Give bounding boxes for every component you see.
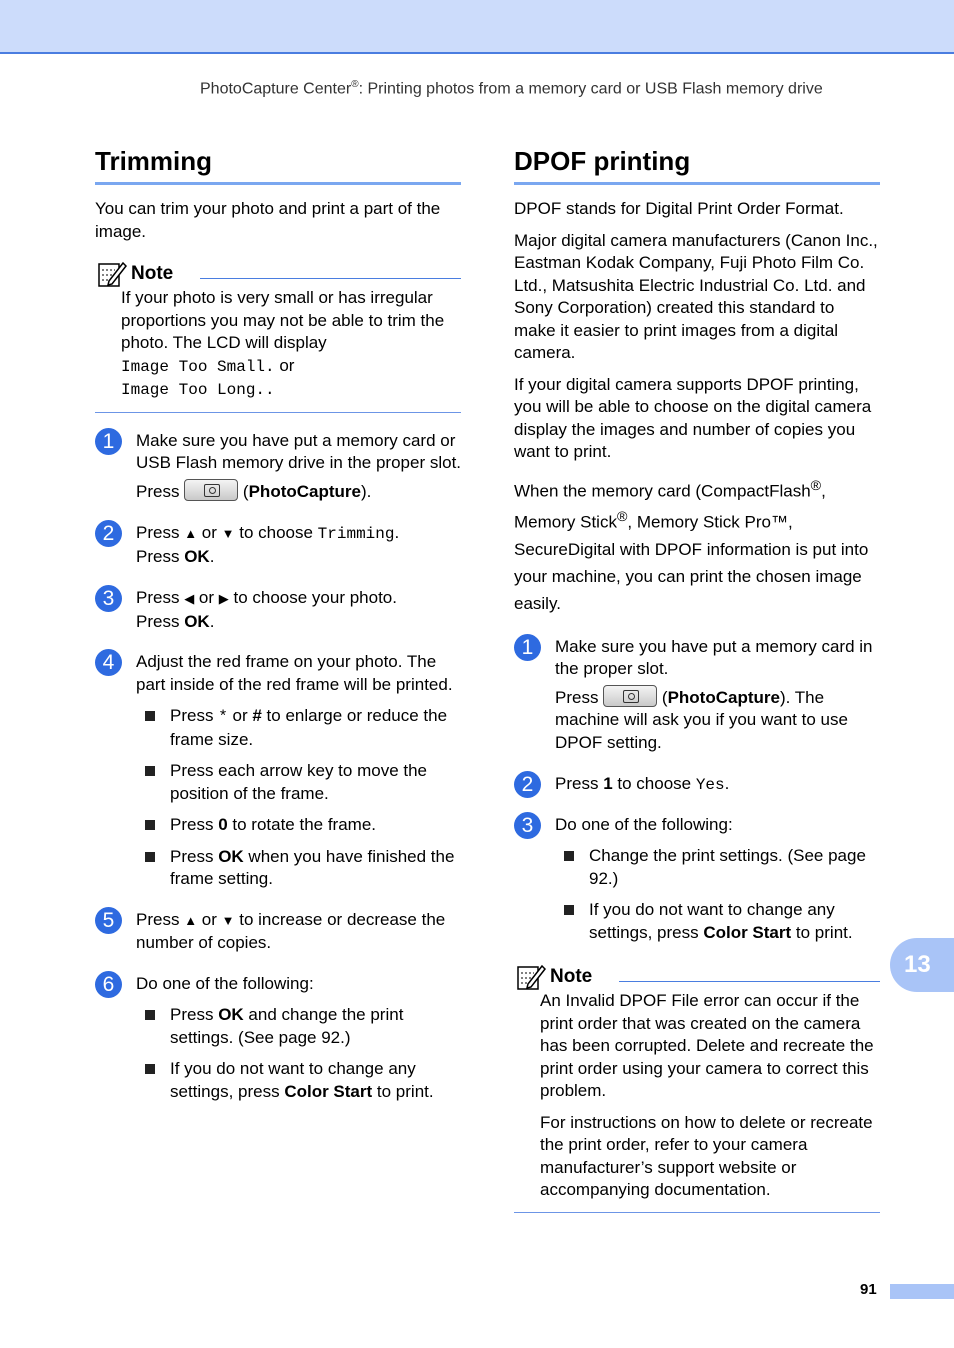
step-4: 4 Adjust the red frame on your photo. The part inside of the red frame will be printed. Press * or # to enlarge or reduce the frame size. Press each arrow key to move the position of the frame. Press 0 to rotate the frame. Press OK when you have finished the frame setting. — [95, 651, 461, 891]
step-3: 3 Press ◀ or ▶ to choose your photo. Press OK. — [95, 587, 461, 633]
step-2: 2 Press ▲ or ▼ to choose Trimming. Press OK. — [95, 522, 461, 568]
down-arrow-icon: ▼ — [221, 526, 235, 541]
trimming-intro: You can trim your photo and print a part of the image. — [95, 199, 441, 241]
note-body: An Invalid DPOF File error can occur if the print order that was created on the camera has been corrupted. Delete and recreate the print order using your camera to correct this problem. For instructions on how to delete or recreate the print order, refer to your camera manufacturer’s support website or accompanying documentation. — [540, 991, 874, 1200]
note-end-rule — [514, 1212, 880, 1213]
top-banner — [0, 0, 954, 54]
step-5: 5 Press ▲ or ▼ to increase or decrease the number of copies. — [95, 909, 461, 955]
dpof-section: DPOF printing DPOF stands for Digital Print Order Format. Major digital camera manufacturers (Canon Inc., Eastman Kodak Company, Fuji Photo Film Co. Ltd., Matsushita Electric Industrial Co. Ltd. and Sony Corporation) created this standard to make it easier to print images from a digital camera. If your digital camera supports DPOF printing, you will be able to choose on the digital camera display the images and number of copies you want to print. When the memory card (CompactFlash®, Memory Stick®, Memory Stick Pro™, SecureDigital with DPOF information is put into your machine, you can print the chosen image easily. 1 Make sure you have put a memory card in the proper slot. Press (PhotoCapture). The machine will ask you if you want to use DPOF setting. 2 Press 1 to choose Yes. 3 Do one of the following: Change the print settings. (See page 92.) If you do not want to change any settings, press Color Start to print. Note An Invalid DPOF File error can occur if the print order that was created on the camera has been corrupted. Delete and recreate the print order using your camera to correct this problem. For instructions on how to delete or recreate the print order, refer to your camera manufacturer’s support website or accompanying documentation. — [514, 146, 880, 1213]
dpof-step-3: 3 Do one of the following: Change the print settings. (See page 92.) If you do not want to change any settings, press Color Start to print. — [514, 814, 880, 945]
list-item: Press * or # to enlarge or reduce the frame size. — [144, 705, 461, 751]
photocapture-button-icon — [184, 479, 238, 501]
note-body — [95, 287, 461, 402]
section-title-trimming: Trimming — [95, 146, 461, 185]
note-rule — [200, 278, 461, 279]
list-item: If you do not want to change any settings, press Color Start to print. — [144, 1058, 461, 1103]
photocapture-button-icon — [603, 685, 657, 707]
right-arrow-icon: ▶ — [218, 591, 229, 606]
dpof-step-1: 1 Make sure you have put a memory card in the proper slot. Press (PhotoCapture). The machine will ask you if you want to use DPOF setting. — [514, 636, 880, 755]
running-head: PhotoCapture Center®: Printing photos from a memory card or USB Flash memory drive — [200, 79, 823, 98]
note-label: Note — [131, 263, 174, 284]
left-arrow-icon: ◀ — [184, 591, 195, 606]
note-pencil-icon — [516, 962, 546, 992]
note-pencil-icon — [97, 259, 127, 289]
note-end-rule — [95, 412, 461, 413]
note-text: If your photo is very small or has irregular proportions you may not be able to trim the photo. The LCD will display Image Too Small. or Image Too Long.. — [121, 288, 445, 399]
list-item: Press OK and change the print settings. (See page 92.) — [144, 1004, 461, 1049]
list-item: Change the print settings. (See page 92.) — [563, 845, 880, 890]
list-item: If you do not want to change any settings, press Color Start to print. — [563, 899, 880, 944]
step-1: 1 Make sure you have put a memory card or USB Flash memory drive in the proper slot. Press (PhotoCapture). — [95, 430, 461, 504]
page-number: 91 — [860, 1281, 877, 1298]
chapter-tab: 13 — [890, 938, 954, 992]
step-number: 1 — [95, 428, 122, 455]
up-arrow-icon: ▲ — [184, 526, 198, 541]
step-6: 6 Do one of the following: Press OK and change the print settings. (See page 92.) If you do not want to change any settings, press Color Start to print. — [95, 973, 461, 1104]
list-item: Press 0 to rotate the frame. — [144, 814, 461, 837]
list-item: Press OK when you have finished the frame setting. — [144, 846, 461, 891]
list-item: Press each arrow key to move the position of the frame. — [144, 760, 461, 805]
note-header — [95, 261, 461, 287]
note-header: Note — [514, 964, 880, 990]
section-title-dpof: DPOF printing — [514, 146, 880, 185]
page-number-bar — [890, 1284, 954, 1299]
trimming-section — [95, 146, 461, 1103]
dpof-step-2: 2 Press 1 to choose Yes. — [514, 773, 880, 797]
